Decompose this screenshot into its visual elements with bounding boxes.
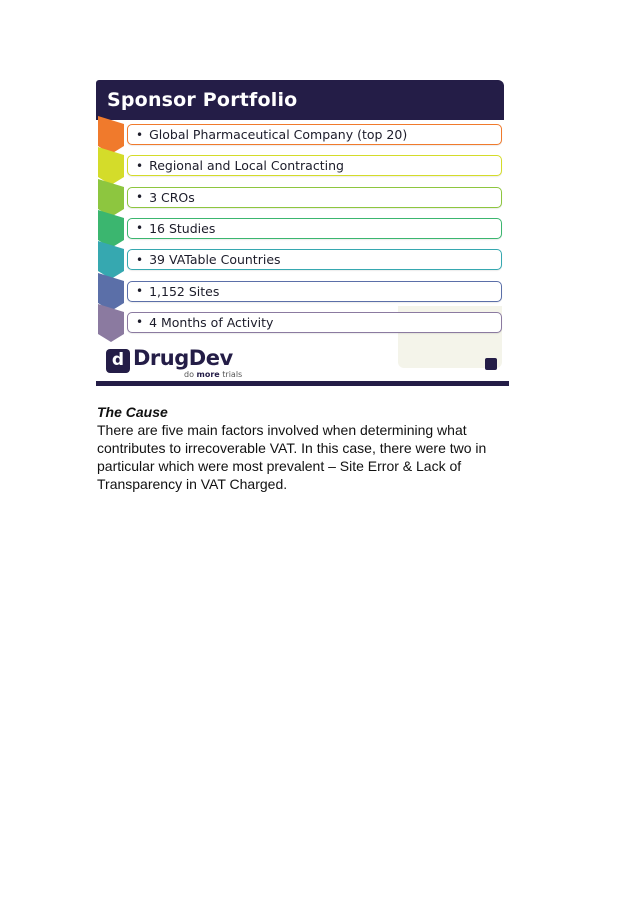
portfolio-item (127, 281, 502, 302)
bullet-icon: • (136, 284, 144, 298)
corner-square-icon (485, 358, 497, 370)
tagline-suffix: trials (219, 370, 243, 379)
bullet-icon: • (136, 252, 144, 267)
portfolio-item-label: Regional and Local Contracting (149, 158, 344, 174)
portfolio-item-label: Global Pharmaceutical Company (top 20) (149, 127, 408, 142)
portfolio-item (127, 155, 502, 176)
section-heading: The Cause (97, 404, 168, 420)
bullet-icon: • (136, 315, 144, 330)
portfolio-item-label: 4 Months of Activity (149, 314, 274, 330)
logo-name: DrugDev (133, 346, 233, 370)
bullet-icon: • (136, 221, 144, 236)
portfolio-item (127, 124, 502, 145)
chevron-arrow-icon (98, 304, 124, 342)
portfolio-item (127, 218, 502, 239)
portfolio-item (127, 249, 502, 270)
figure-title: Sponsor Portfolio (107, 89, 298, 111)
body-text-block (97, 403, 527, 493)
portfolio-item-label: 39 VATable Countries (149, 252, 281, 268)
figure-title-banner (96, 80, 504, 120)
portfolio-item-label: 3 CROs (149, 189, 195, 205)
portfolio-item (127, 312, 502, 333)
bullet-icon: • (136, 190, 144, 205)
portfolio-item (127, 187, 502, 208)
tagline-bold: more (196, 370, 220, 379)
figure-baseline (96, 381, 509, 386)
bullet-icon: • (136, 158, 144, 173)
portfolio-item-label: 1,152 Sites (149, 283, 220, 299)
body-paragraph: There are five main factors involved when determining what contributes to irrecoverable VAT. In this case, there were two in particular which were most prevalent – Site Error & Lack of Transparency in VAT Charged. (97, 422, 487, 492)
drugdev-logo (106, 346, 266, 378)
logo-mark: d (106, 349, 130, 373)
bullet-icon: • (136, 127, 144, 142)
logo-tagline (184, 370, 242, 379)
tagline-prefix: do (184, 370, 197, 379)
portfolio-item-label: 16 Studies (149, 220, 216, 236)
sponsor-portfolio-figure (96, 80, 509, 386)
